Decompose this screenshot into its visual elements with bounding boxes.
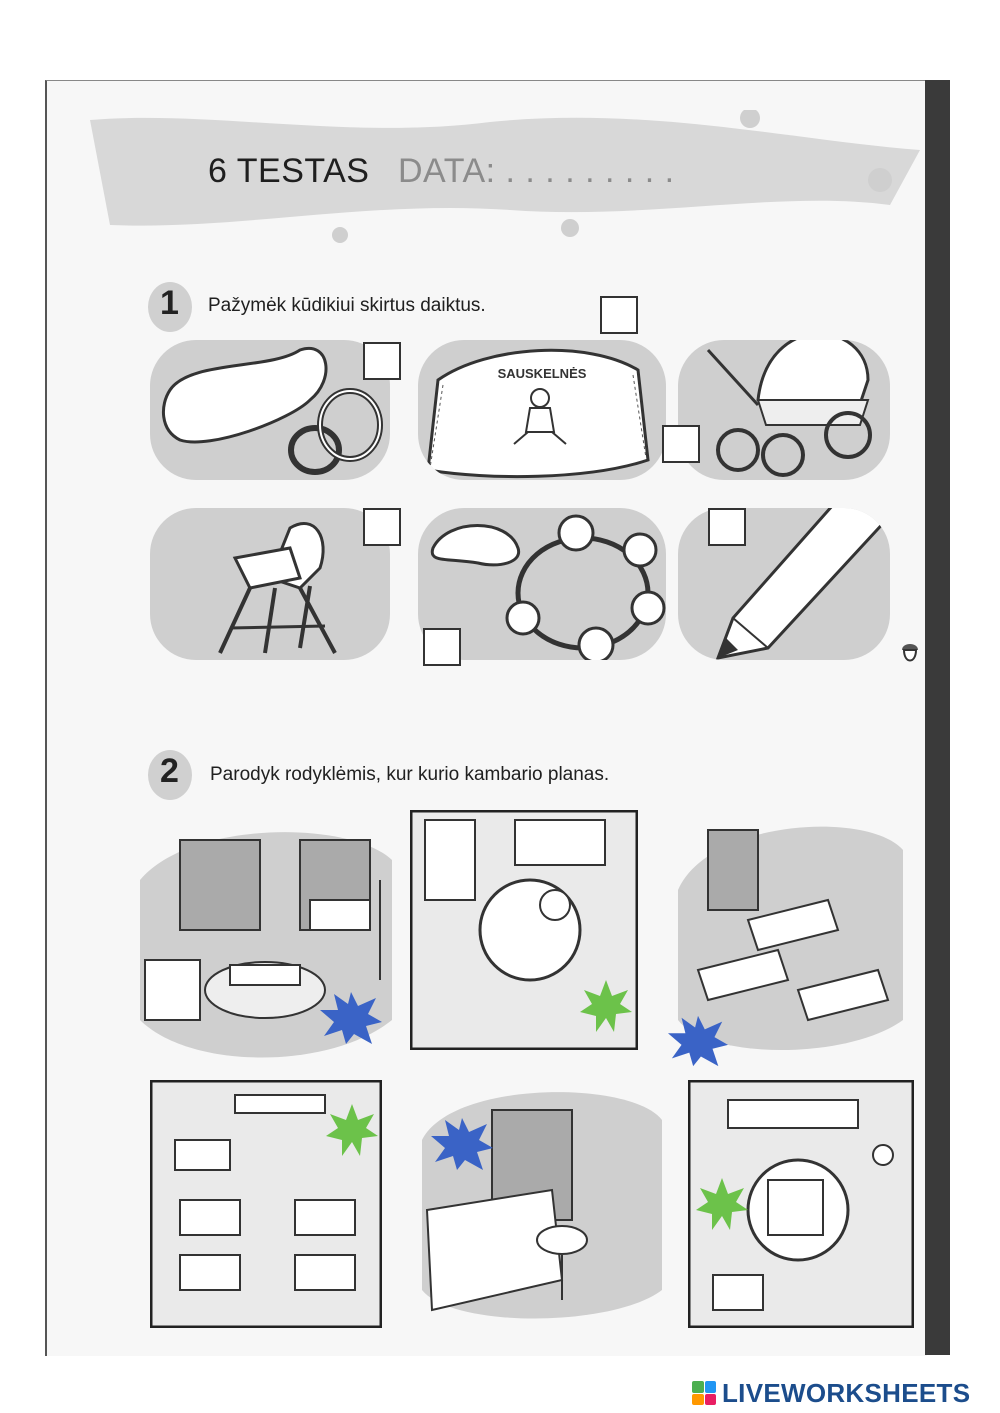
blue-burst-marker[interactable]	[430, 1118, 494, 1170]
item-card-pacifier	[150, 340, 390, 480]
green-star-marker[interactable]	[696, 1178, 748, 1230]
pacifier-icon	[150, 340, 390, 480]
blue-burst-marker[interactable]	[668, 1012, 728, 1070]
diaper-pack-icon	[418, 340, 666, 480]
item-card-high-chair	[150, 508, 390, 660]
green-star-marker[interactable]	[580, 980, 632, 1032]
brand-name: LIVEWORKSHEETS	[722, 1377, 971, 1408]
task1-number: 1	[160, 284, 179, 322]
checkbox-diapers[interactable]	[600, 296, 638, 334]
checkbox-pacifier[interactable]	[363, 342, 401, 380]
blue-burst-marker[interactable]	[320, 992, 382, 1044]
date-label: DATA: . . . . . . . . .	[398, 152, 675, 190]
checkbox-high-chair[interactable]	[363, 508, 401, 546]
item-card-diapers	[418, 340, 666, 480]
liveworksheets-logo	[692, 1378, 970, 1408]
diaper-pack-label: SAUSKELNĖS	[497, 366, 587, 381]
page-title: 6 TESTAS	[208, 152, 370, 190]
checkbox-pencil[interactable]	[708, 508, 746, 546]
task2-instruction: Parodyk rodyklėmis, kur kurio kambario planas.	[210, 764, 610, 785]
checkbox-rattle[interactable]	[423, 628, 461, 666]
task2-number: 2	[160, 752, 179, 790]
book-binding	[925, 80, 950, 1355]
logo-squares-icon	[692, 1381, 716, 1405]
high-chair-icon	[150, 508, 390, 660]
task1-instruction: Pažymėk kūdikiui skirtus daiktus.	[208, 295, 486, 316]
pram-icon	[678, 340, 890, 480]
checkbox-pram[interactable]	[662, 425, 700, 463]
acorn-icon	[900, 640, 920, 668]
green-star-marker[interactable]	[326, 1104, 378, 1156]
item-card-pram	[678, 340, 890, 480]
